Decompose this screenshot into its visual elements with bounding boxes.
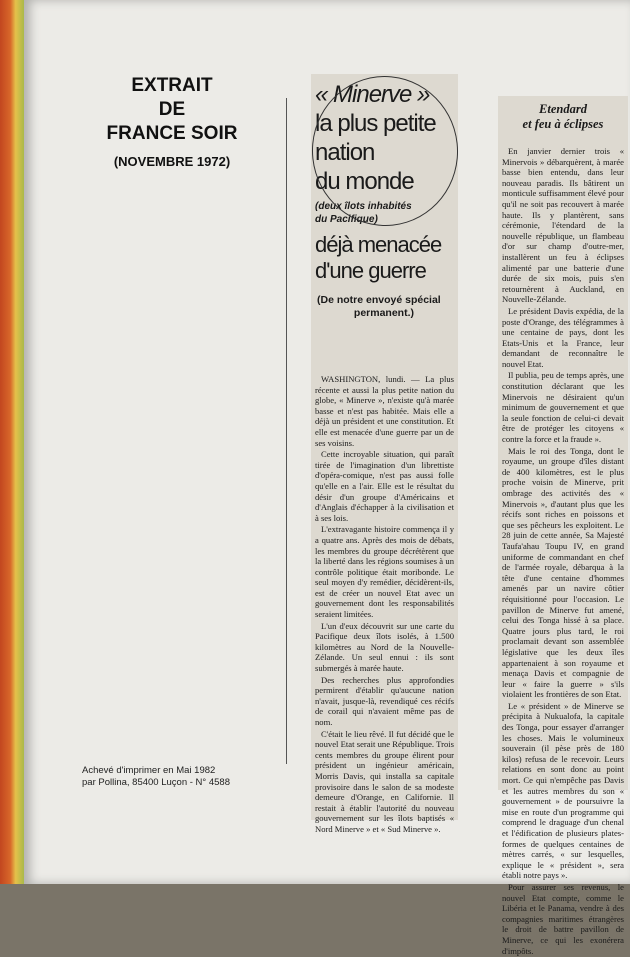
- paragraph: Le président Davis expédia, de la poste d'Orange, des télégrammes à une centaine de pays, dont les Etats-Unis et la France, leur demandant de reconnaître le nouvel Etat.: [502, 305, 624, 369]
- section-heading-line-2: et feu à éclipses: [522, 117, 604, 131]
- paragraph: Mais le roi des Tonga, dont le royaume, un groupe d'îles distant de 400 kilomètres, est le plus proche voisin de Minerve, prit ombrage des activités des « Minervois », d'autant plus que les récifs sont riches en poissons et que ses pêcheurs les exploitent. Le 28 juin de cette année, Sa Majesté Taufa'ahau Toupu IV, en grand uniforme de commandant en chef de l'armée royale, débarqua à la tête d'une centaine d'hommes amenés par un navire côtier réquisitionné pour l'occasion. Le pavillon de Minerve fut amené, celui des Tonga hissé à sa place. Quatre jours plus tard, le roi proclamait devant son assemblée législative que les deux îles appartenaient à son royaume et menaça Davis et compagnie de leur « faire la guerre » s'ils violaient les frontières de son Etat.: [502, 445, 624, 700]
- headline-secondary-line-1: déjà menacée: [315, 232, 442, 257]
- article-body-main: [315, 374, 454, 836]
- headline-line-2: la plus petite: [315, 110, 436, 137]
- colophon: [82, 765, 230, 789]
- colophon-line-1: Achevé d'imprimer en Mai 1982: [82, 765, 216, 776]
- envoy-line-2: permanent.): [353, 307, 414, 319]
- extract-caption: [82, 74, 262, 169]
- section-heading-line-1: Etendard: [539, 102, 587, 116]
- subheadline-line-2: du Pacifique): [315, 214, 378, 225]
- paragraph: Le « président » de Minerve se précipita à Nukualofa, la capitale des Tonga, pour essayer d'arranger les choses. Mais le volumineux souverain (il pèse près de 180 kilos) refusa de le recevoir. Leurs relations en sont donc au point mort. Ce qui n'empêche pas Davis et les autres membres du son « gouvernement » de poursuivre la mise en route d'un programme qui comprend le draguage d'un chenal et l'édification de plusieurs plates-formes de quelques centaines de mètres carrés, « sur lesquelles, explique le « président », sera établi notre pays ».: [502, 700, 624, 881]
- caption-line-2: DE: [158, 99, 186, 120]
- column-rule: [286, 98, 287, 764]
- section-heading: [498, 102, 628, 132]
- newspaper-clipping-main: [311, 74, 458, 834]
- book-edge: [0, 0, 26, 884]
- book-page: [24, 0, 630, 956]
- paragraph: C'était le lieu rêvé. Il fut décidé que le nouvel Etat serait une République. Trois cents membres du groupe élirent pour président un ingénieur américain, Morris Davis, qui installa sa capitale provisoire dans le salon de sa modeste demeure d'Orange, en Californie. Il restait à établir l'autorité du nouveau gouvernement sur les îlots baptisés « Nord Minerve » et « Sud Minerve ».: [315, 728, 454, 834]
- envoy-note: [317, 294, 454, 320]
- paragraph: Des recherches plus approfondies permirent d'établir qu'aucune nation n'avait, jusque-là, revendiqué ces récifs de corail qui n'avaient même pas de nom.: [315, 674, 454, 727]
- caption-date: (NOVEMBRE 1972): [113, 154, 231, 169]
- envoy-line-1: (De notre envoyé spécial: [317, 294, 441, 306]
- paragraph: Pour assurer ses revenus, le nouvel Etat compte, comme le Libéria et le Panama, vendre à des compagnies maritimes étrangères le droit de battre pavillon de Minerve, ce qui les exonérera d'impôts.: [502, 881, 624, 956]
- paragraph: En janvier dernier trois « Minervois » débarquèrent, à marée basse bien entendu, dans leur nouveau paradis. Ils bâtirent un monticule suffisamment élevé pour qu'il ne soit pas recouvert à marée haute. Ils y plantèrent, sans cérémonie, l'étendard de la nouvelle république, un flambeau d'or sur champ d'outre-mer, installèrent un feu à éclipses alimenté par une batterie d'une durée de six mois, puis s'en retournèrent à Auckland, en Nouvelle-Zélande.: [502, 146, 624, 305]
- paragraph: Cette incroyable situation, qui paraît tirée de l'imagination d'un librettiste d'opéra-comique, n'est pas aussi folle qu'elle en a l'air. Elle est le résultat du désir d'un groupe d'Américains et d'Anglais d'échapper à la civilisation et à ses lois.: [315, 449, 454, 523]
- article-body-continued: [502, 146, 624, 957]
- newspaper-clipping-continued: [498, 96, 628, 956]
- headline-secondary: [315, 232, 458, 284]
- caption-line-1: EXTRAIT: [131, 75, 213, 96]
- paragraph: Il publia, peu de temps après, une constitution déclarant que les Minervois ne désiraient qu'un minimum de gouvernement et que la seule fonction de celui-ci devait être de protéger les citoyens « contre la force et la fraude ».: [502, 370, 624, 445]
- colophon-line-2: par Pollina, 85400 Luçon - N° 4588: [82, 777, 230, 788]
- paragraph: L'un d'eux découvrit sur une carte du Pacifique deux îlots isolés, à 1.500 kilomètres au Nord de la Nouvelle-Zélande. Un seul ennui : ils sont submergés à marée haute.: [315, 620, 454, 674]
- paragraph: WASHINGTON, lundi. — La plus récente et aussi la plus petite nation du globe, « Minerve », n'existe qu'à marée basse et n'est pas habitée. Mais elle a déjà un président et une constitution. Et elle est menacée d'une guerre par un de ses voisins.: [315, 374, 454, 448]
- subheadline-line-1: (deux îlots inhabités: [315, 201, 412, 212]
- caption-line-3: FRANCE SOIR: [106, 123, 238, 144]
- paragraph: L'extravagante histoire commença il y a quatre ans. Après des mois de débats, les membres du groupe décrétèrent que la liberté dans les régions soumises à un contrôle politique était moribonde. Le seul moyen d'y remédier, décidèrent-ils, est de créer un nouvel Etat avec un gouvernement dont les responsabilités seraient limitées.: [315, 524, 454, 620]
- headline-line-1: « Minerve »: [315, 81, 430, 108]
- headline-line-4: du monde: [315, 168, 414, 195]
- headline-secondary-line-2: d'une guerre: [315, 258, 426, 283]
- subheadline: [315, 200, 458, 226]
- headline: [315, 80, 458, 196]
- headline-line-3: nation: [315, 139, 375, 166]
